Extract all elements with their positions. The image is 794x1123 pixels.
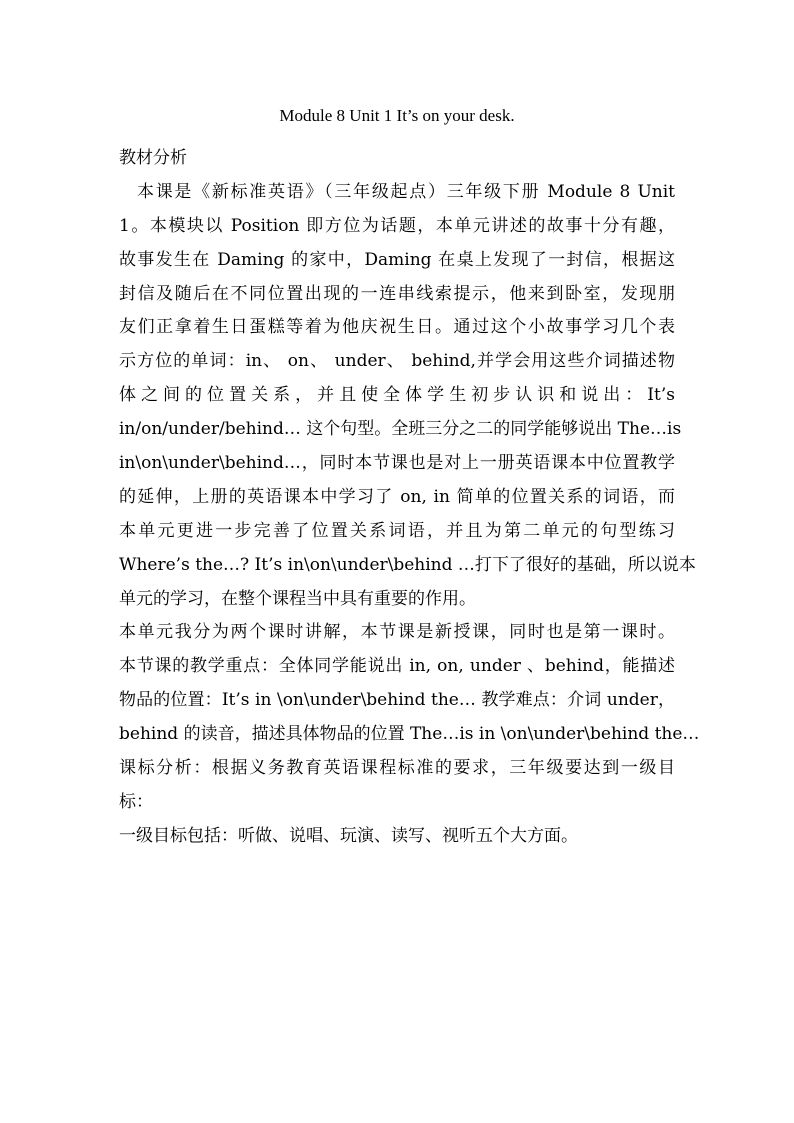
paragraph-line: 课标分析：根据义务教育英语课程标准的要求，三年级要达到一级目 [119, 758, 675, 779]
paragraph-line: 本课是《新标准英语》（三年级起点）三年级下册 Module 8 Unit [137, 181, 675, 202]
paragraph-line: 单元的学习，在整个课程当中具有重要的作用。 [119, 588, 476, 609]
document-title: Module 8 Unit 1 It’s on your desk. [279, 106, 515, 125]
paragraph-line: 一级目标包括：听做、说唱、玩演、读写、视听五个大方面。 [119, 825, 578, 846]
paragraph-line: 体之间的位置关系，并且使全体学生初步认识和说出：It’s [119, 385, 675, 406]
paragraph-line: 1。本模块以 Position 即方位为话题，本单元讲述的故事十分有趣， [119, 215, 675, 236]
paragraph-line: in\on\under\behind…，同时本节课也是对上一册英语课本中位置教学 [119, 453, 675, 474]
paragraph-line: 示方位的单词：in、 on、 under、 behind,并学会用这些介词描述物 [119, 351, 675, 372]
paragraph-line: 友们正拿着生日蛋糕等着为他庆祝生日。通过这个小故事学习几个表 [119, 317, 675, 338]
paragraph-line: 封信及随后在不同位置出现的一连串线索提示，他来到卧室，发现朋 [119, 283, 675, 304]
paragraph-line: 教材分析 [119, 148, 187, 168]
paragraph-line: 故事发生在 Daming 的家中，Daming 在桌上发现了一封信，根据这 [119, 249, 675, 270]
paragraph-line: behind 的读音，描述具体物品的位置 The…is in \on\under\behind the… [119, 724, 700, 745]
paragraph-line: 本单元我分为两个课时讲解，本节课是新授课，同时也是第一课时。 [119, 622, 675, 643]
paragraph-line: 物品的位置：It’s in \on\under\behind the… 教学难点：介词 under， [119, 690, 675, 711]
paragraph-line: in/on/under/behind… 这个句型。全班三分之二的同学能够说出 The…is [119, 419, 682, 440]
paragraph-line: 本节课的教学重点：全体同学能说出 in, on, under 、behind，能描述 [119, 656, 675, 677]
paragraph-line: 标： [119, 791, 153, 812]
paragraph-line: 本单元更进一步完善了位置关系词语，并且为第二单元的句型练习 [119, 520, 675, 541]
paragraph-line: Where’s the…? It’s in\on\under\behind …打下了很好的基础，所以说本 [119, 554, 696, 575]
paragraph-line: 的延伸，上册的英语课本中学习了 on, in 简单的位置关系的词语，而 [119, 486, 675, 507]
document-body [119, 142, 700, 854]
